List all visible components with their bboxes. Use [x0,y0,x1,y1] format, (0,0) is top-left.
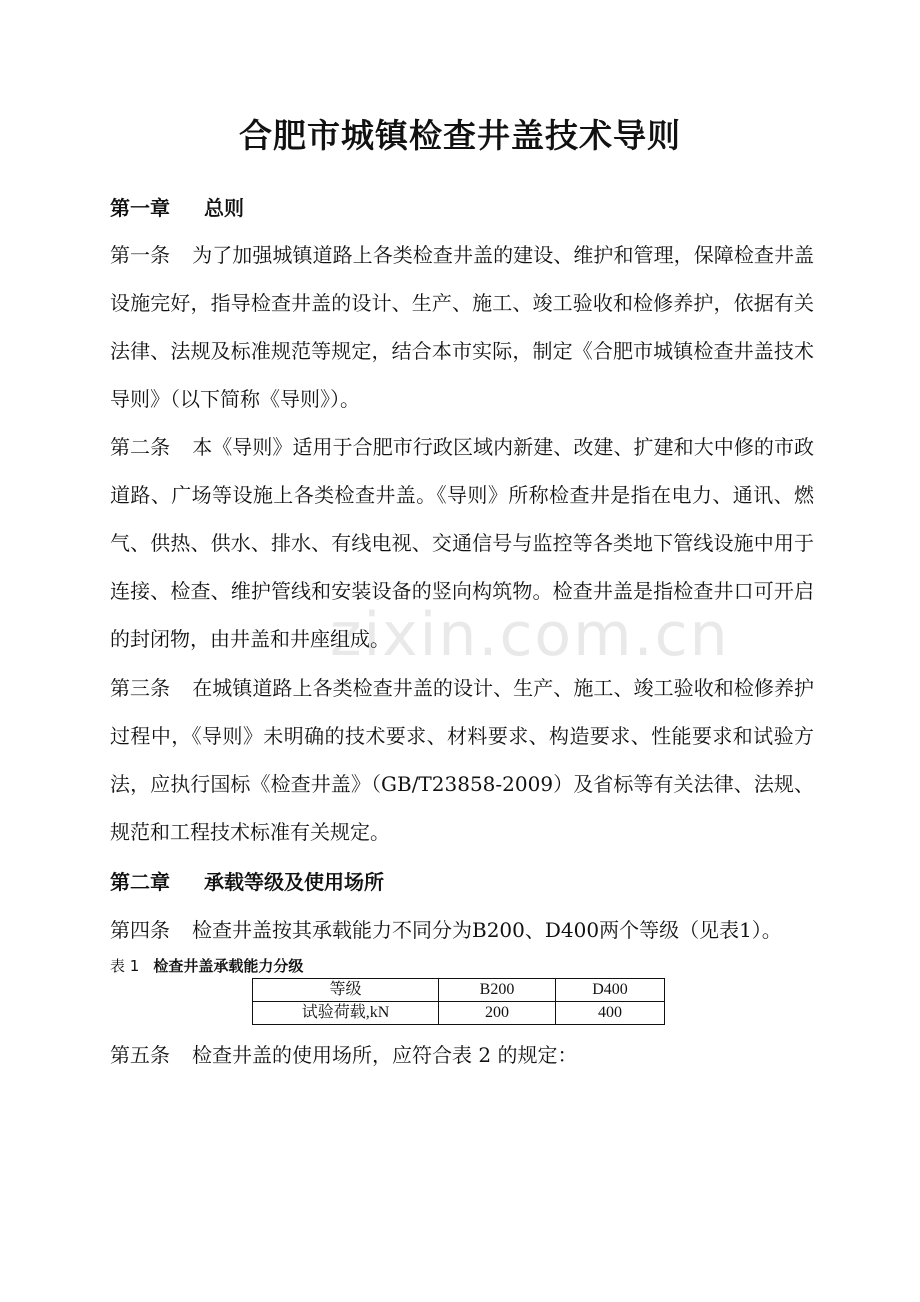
table-header-row [253,979,665,1002]
article-label: 第五条 [110,1043,170,1067]
chapter-number: 第一章 [110,196,170,220]
article-2 [110,423,814,663]
load-grade-table [252,978,665,1025]
article-4 [110,906,814,954]
chapter-2-heading [110,867,384,897]
document-title: 合肥市城镇检查井盖技术导则 [239,116,681,155]
watermark: zixin.com.cn [330,600,730,670]
table-1-caption [110,955,303,977]
table-header-cell: B200 [439,979,556,1002]
article-label: 第三条 [110,676,171,700]
article-text: 为了加强城镇道路上各类检查井盖的建设、维护和管理，保障检查井盖设施完好，指导检查井盖的设计、生产、施工、竣工验收和检修养护，依据有关法律、法规及标准规范等规定，结合本市实际，制定《合肥市城镇检查井盖技术导则》（以下简称《导则》）。 [110,243,815,411]
table-caption-number: 表 1 [110,957,140,975]
article-5 [110,1031,814,1079]
article-text: 本《导则》适用于合肥市行政区域内新建、改建、扩建和大中修的市政道路、广场等设施上各类检查井盖。《导则》所称检查井是指在电力、通讯、燃气、供热、供水、排水、有线电视、交通信号与监控等各类地下管线设施中用于连接、检查、维护管线和安装设备的竖向构筑物。检查井盖是指检查井口可开启的封闭物，由井盖和井座组成。 [110,435,815,651]
table-cell: 试验荷载,kN [253,1002,439,1025]
chapter-number: 第二章 [110,870,170,894]
article-1 [110,231,814,423]
chapter-name: 总则 [204,196,244,220]
article-label: 第二条 [110,435,171,459]
article-text: 检查井盖的使用场所，应符合表 2 的规定： [192,1043,578,1067]
table-caption-text: 检查井盖承载能力分级 [153,957,304,975]
table-cell: 200 [439,1002,556,1025]
article-3 [110,664,814,856]
table-row [253,1002,665,1025]
article-text: 检查井盖按其承载能力不同分为B200、D400两个等级（见表1）。 [192,918,782,942]
table-cell: 400 [556,1002,665,1025]
article-text: 在城镇道路上各类检查井盖的设计、生产、施工、竣工验收和检修养护过程中，《导则》未明确的技术要求、材料要求、构造要求、性能要求和试验方法，应执行国标《检查井盖》（GB/T23858-2009）及省标等有关法律、法规、规范和工程技术标准有关规定。 [110,676,815,844]
chapter-name: 承载等级及使用场所 [204,870,384,894]
table-header-cell: 等级 [253,979,439,1002]
table-header-cell: D400 [556,979,665,1002]
article-label: 第四条 [110,918,170,942]
article-label: 第一条 [110,243,171,267]
chapter-1-heading [110,193,244,223]
